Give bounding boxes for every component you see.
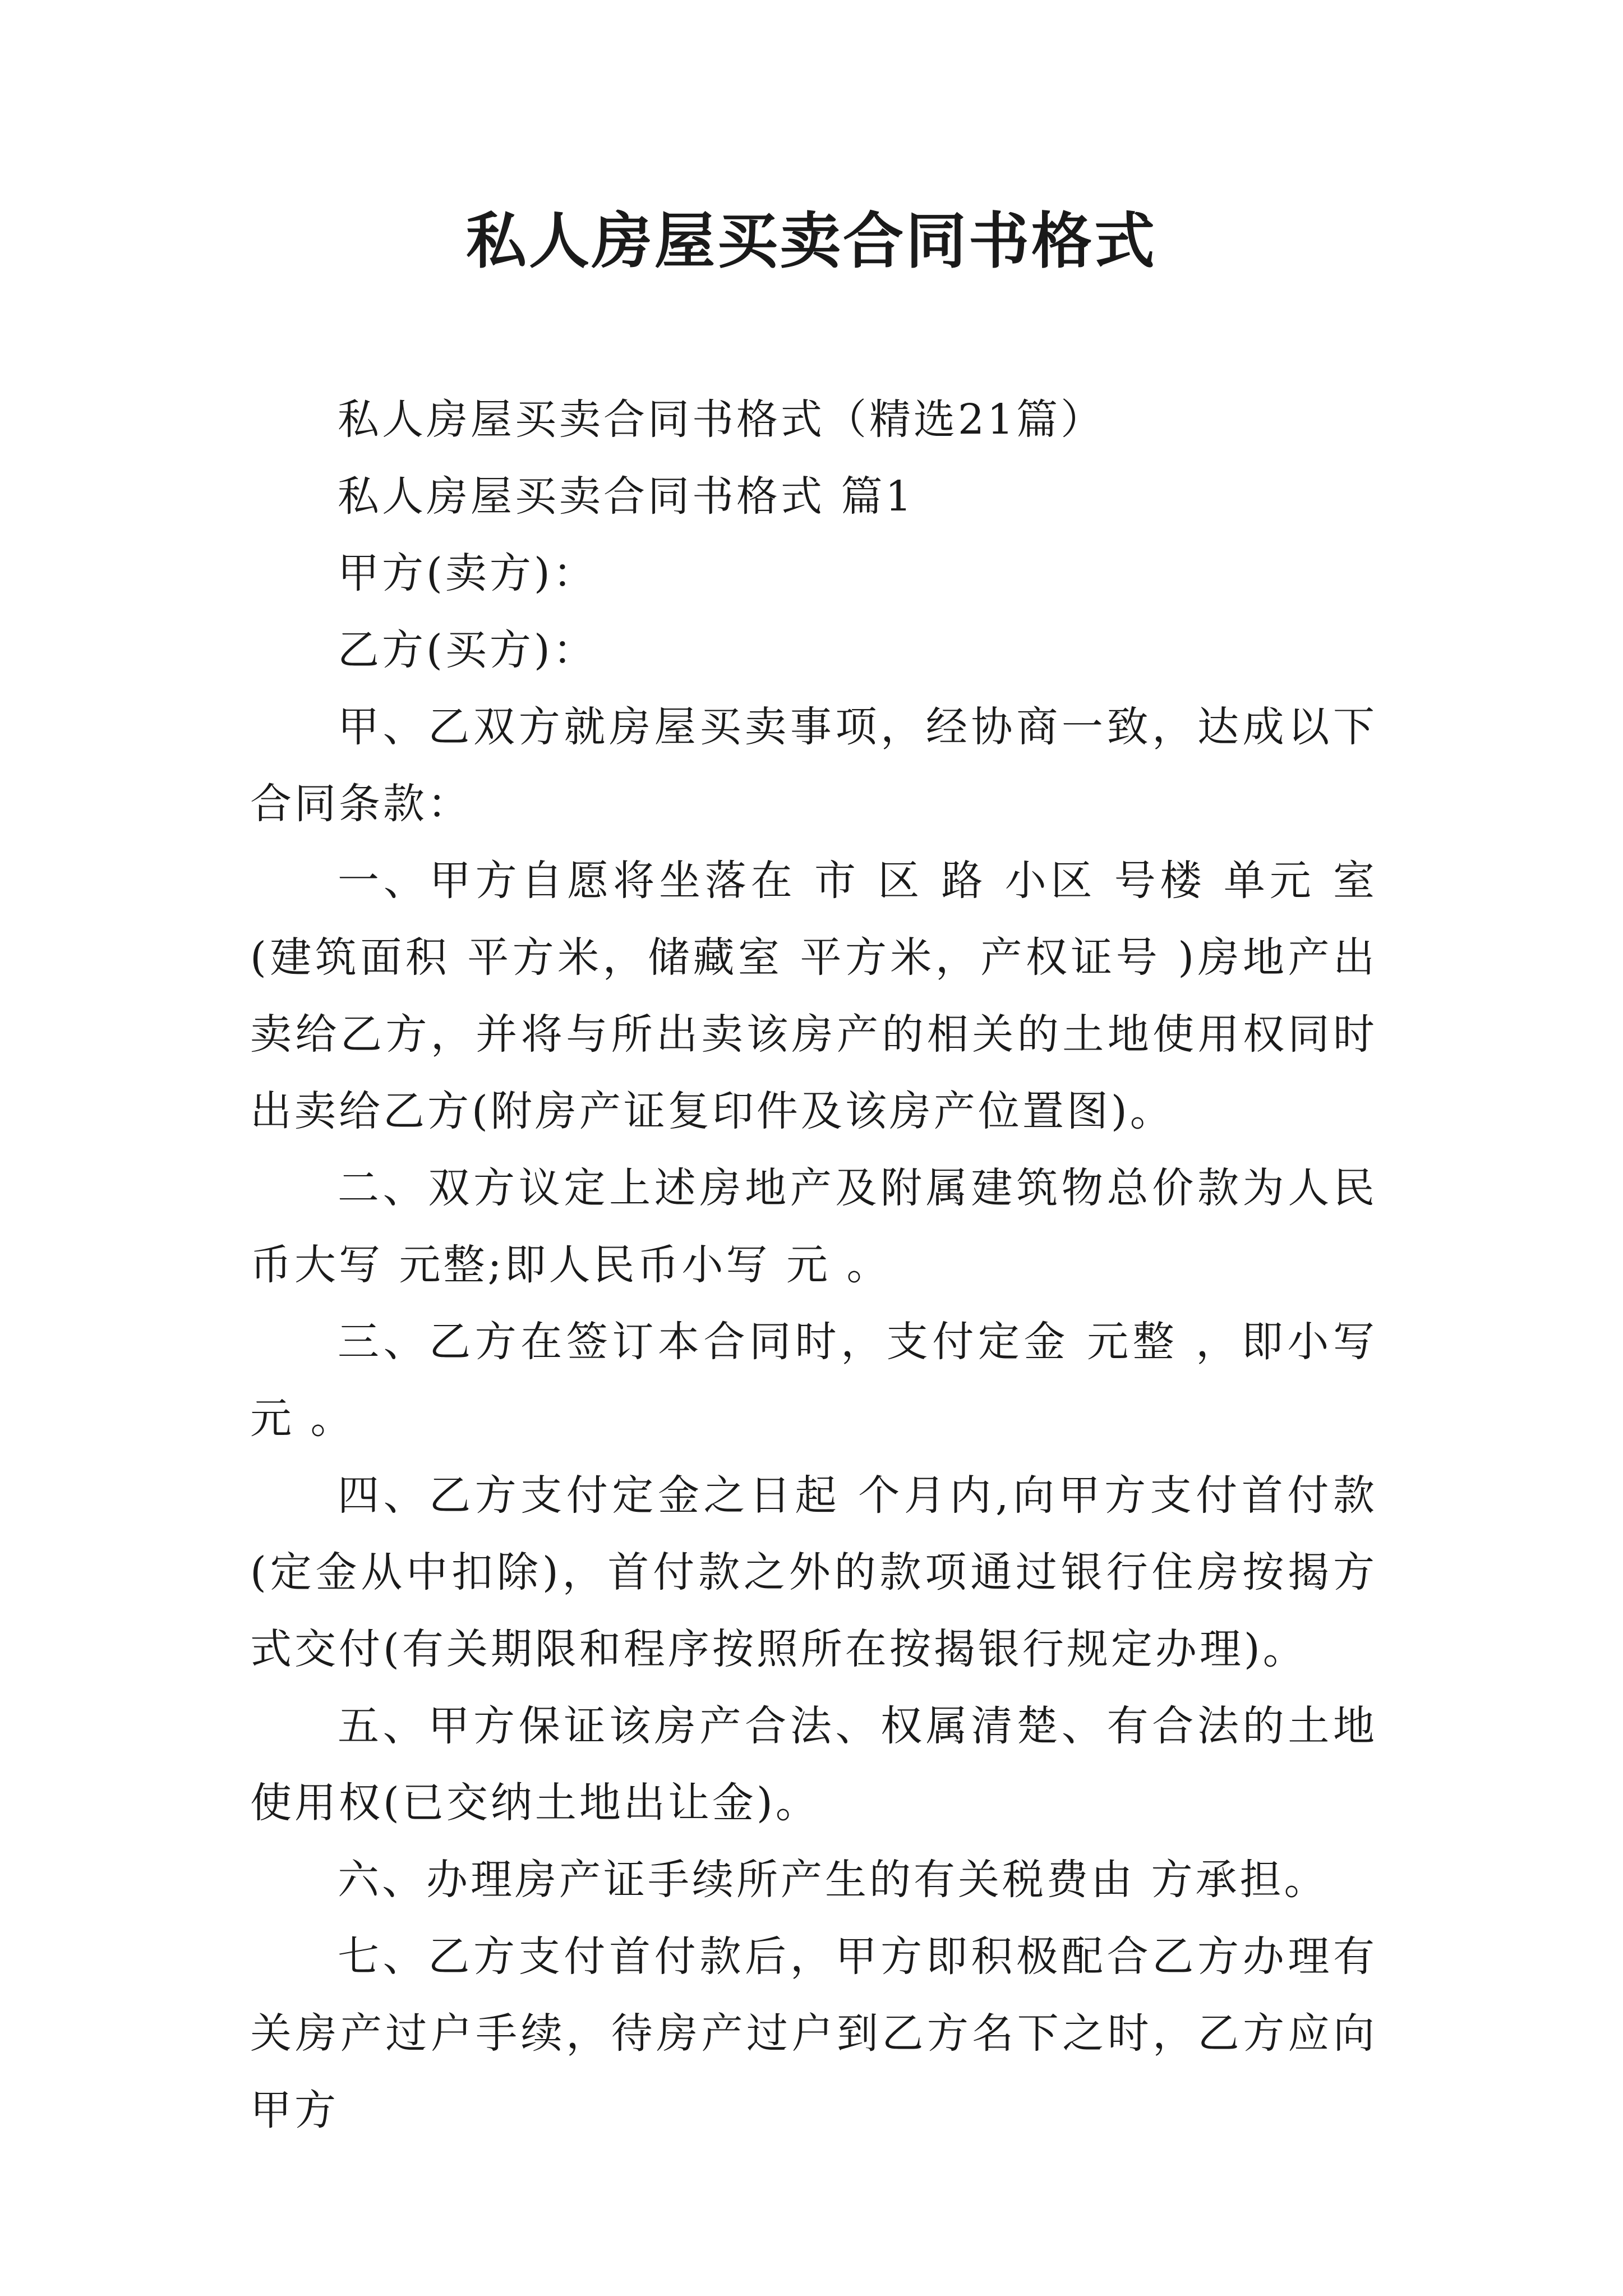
- paragraph-clause-1: 一、甲方自愿将坐落在 市 区 路 小区 号楼 单元 室 (建筑面积 平方米，储藏室 平方米，产权证号 )房地产出卖给乙方，并将与所出卖该房产的相关的土地使用权同时出卖给乙方(附房产证复印件及该房产位置图)。: [250, 857, 1377, 1135]
- paragraph-clause-6: 六、办理房产证手续所产生的有关税费由 方承担。: [338, 1856, 1329, 1904]
- paragraph-section-heading: 私人房屋买卖合同书格式 篇1: [338, 472, 915, 521]
- document-body: [250, 381, 1377, 2149]
- paragraph-party-b: 乙方(买方)：: [338, 626, 597, 674]
- paragraph-clause-5: 五、甲方保证该房产合法、权属清楚、有合法的土地使用权(已交纳土地出让金)。: [250, 1702, 1377, 1827]
- paragraph-clause-7: 七、乙方支付首付款后，甲方即积极配合乙方办理有关房产过户手续，待房产过户到乙方名下之时，乙方应向甲方: [250, 1932, 1377, 2134]
- paragraph-intro: 甲、乙双方就房屋买卖事项，经协商一致，达成以下合同条款：: [250, 703, 1377, 828]
- document-title: 私人房屋买卖合同书格式: [465, 206, 1157, 277]
- paragraph-clause-4: 四、乙方支付定金之日起 个月内,向甲方支付首付款(定金从中扣除)，首付款之外的款项通过银行住房按揭方式交付(有关期限和程序按照所在按揭银行规定办理)。: [250, 1471, 1377, 1673]
- paragraph-clause-2: 二、双方议定上述房地产及附属建筑物总价款为人民币大写 元整;即人民币小写 元 。: [250, 1164, 1377, 1289]
- paragraph-clause-3: 三、乙方在签订本合同时，支付定金 元整 ，即小写 元 。: [250, 1318, 1377, 1443]
- paragraph-subtitle: 私人房屋买卖合同书格式（精选21篇）: [338, 395, 1105, 444]
- paragraph-party-a: 甲方(卖方)：: [338, 549, 597, 597]
